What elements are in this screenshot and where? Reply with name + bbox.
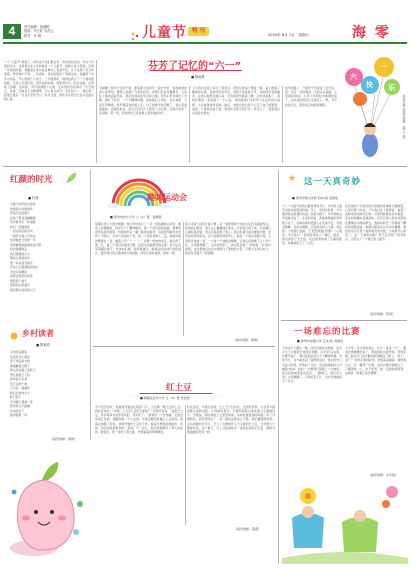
section-rule-2 [93,346,275,347]
bottom-school: ■ 海陵区府中小学 五（4）班 何佳悦 [140,396,190,400]
right1-signature: （指导老师：郑玥） [368,312,396,316]
bottom-col-1: 今天放学回家，我看到外婆坐在厨房门口，正在剥一堆红红的土豆。我好奇地问："外婆，土豆怎么是红色的呀？"外婆笑着说："这是红土豆，是你舅舅从老家带来的，可好吃了。"我拿起一个仔细看，它的皮是淡红色的，圆圆的像一个小皮球。外婆说要给我做红土豆炖肉，我高兴得跳了起来。我帮外婆把土豆洗干净，看着外婆熟练地削皮、切块，然后放进锅里和肉一起炖。不一会儿，厨房里就飘出了诱人的香味。晚饭时，我一连吃了两大碗，外婆看着我笑眯眯的。 [95,405,183,434]
right1-title: 这一天真奇妙 [304,177,362,187]
section-rule-3 [281,320,407,321]
feature-photo [340,55,408,163]
page-number: 4 [3,24,21,39]
right2-col-2: 下半场，双方你来我往，比分一直是一比一。眼看比赛就要结束了，我接到队友的传球，带球突破，面对守门员冷静地把球踢进了球门。"进了！进了！"同学们欢呼起来，把我高高抛起。最终我们以二比一赢得了比赛。这场比赛让我明白了，只要团结一心，永不放弃，就一定能取得胜利。这真是一场难忘的比赛啊！ [345,346,406,375]
col1-poem: 当夏天的风吹过窗台 我想起小时候的你 穿着红色的裙子 在院子里追着蝴蝶跑 笑声像风铃一样清脆 我们一起数星星 一起在雨后踩水坑 一起趴在桌上写作业 你把橡皮分给我一半 我把糖果偷偷塞进你手里 时光慢慢地走 我们慢慢地长大 那些红颜的时光 像一朵朵盛开的花 开在记忆最柔软的地方 无论走到哪里 我都会想起你的笑 想起那个夏天 想起我们的童年 想起那些美好的日子 [10,202,42,292]
brand-logo: 海 零 [352,25,391,41]
pear-illustration [4,440,92,564]
col1-title-group [8,170,88,194]
bottom-signature: （指导老师：高燕） [234,527,262,531]
feature-divider-1 [96,60,97,163]
feature-col-4: 放学的路上，夕阳把天空染成了金红色。我一边走一边回想这一天的点点滴滴，心里满是感动。小学六年的时光就要结束了，这些美好的回忆会像花儿一样，芬芳我的记忆，陪伴我走向新的旅程。 [285,86,337,107]
feature-divider-2 [189,86,190,163]
right1-school: ■ 泰州市泰山学校 四(1)班 吴思瑶 [292,196,338,200]
right-column-divider [278,170,279,564]
left-column-divider [90,170,91,440]
bottom-col-2: 吃完饭后，外婆告诉我，红土豆不仅好吃，还很有营养，它含有丰富的维生素和淀粉。小时候家里穷，外婆和舅舅们常常靠土豆填饱肚子。外婆说，那时候的土豆虽然简单，但却是最香甜的味道。听了外婆的话，我突然明白了，每一顿饭菜都来之不易，我们要懂得珍惜。以后我要好好学习，长大了也要种出又大又甜的红土豆，让外婆天天都能吃到。这个夏天，红土豆的香味会一直留在我的记忆里，就像外婆温暖的笑容一样。 [187,405,275,434]
feature-author [191,74,205,79]
masthead-meta [24,25,54,38]
right1-col-1: "六一"儿童节是我们最喜欢的节日，今年的儿童节对我来说更加特别。早上，妈妈告诉我，今天要带我去参观科技馆。我高兴极了，早早地吃完早饭就出发了。走进科技馆，我就被眼前的景象吸引住了。各种各样的机器人在表演节目，有的会跳舞，有的会唱歌，还有的会和人下棋。我走到一个机器人面前，它竟然向我打招呼："小朋友，节日快乐！"我惊讶得张大了嘴巴。接着，我们来到了太空馆，在这里我体验了失重的感觉，仿佛真的飞上了太空。 [282,204,342,246]
bottom-divider [185,405,186,525]
bottom-title: 红土豆 [166,383,192,393]
feature-title-underline [150,70,242,71]
col1-title: 红颜的时光 [10,175,53,185]
rainbow-header [93,168,273,208]
section-rule-1 [3,166,407,167]
right1-col-2: 我还看到了宇航员的宇航服和各种航天器模型，心里充满了向往。下午我们去了海洋馆，看到了各种各样的海洋生物。可爱的海豚在水中跳跃，顽皮的海狮在表演顶球，还有五颜六色的热带鱼在珊瑚丛中游来游去。我和妈妈还一起观看了精彩的海豚表演，海豚们随着音乐在水中翻腾，溅起的水花打湿了前排观众的衣服，大家都开心地笑了。这一天真奇妙啊！我不仅学到了很多知识，还度过了一个难忘的儿童节。 [345,204,406,242]
feature-col-2: 早晨醒了我今天太阳不错，跟着课上的同学一起去学校，校园被装扮得五彩缤纷。操场上挂满了气球和彩带，老师们忙着布置舞台，大家脸上都洋溢着笑容。我们班准备的节目是合唱，同学们早早换好了衣服，排好了队形，一个个精神抖擞。轮到我们上场时，音乐响起，大家齐声歌唱，歌声飘荡在校园上空。台下的掌声热烈极了，我心里美滋滋的。表演结束后，班主任给每个人都发了小礼物，还请大家吃了冰淇淋。那一刻，我觉得自己是世界上最幸福的孩子。 [99,86,187,115]
feature-col-3: 下午我们在班上举行了联欢会。同学们把桌子摆成一圈，桌上堆满了糖果和水果。有的同学讲笑话，逗得大家哈哈大笑；有的同学表演魔术，让我们看得目瞪口呆；还有的同学跳起了舞，动作优美极了。我和好朋友一起表演了一个小品，讲的是我们平时学习生活中的小故事，大家看得津津有味。最后，老师让我们每个人写下自己的愿望，放进一个漂亮的盒子里，等到毕业那天再打开。我写下了：希望我们永远是好朋友。 [192,86,280,115]
feature-title: 芬芳了记忆的“六一” [148,61,242,72]
meta-layout: 版面：朱长旺 吴浩云 [24,29,54,34]
balloon-char-2: 一 [380,63,387,71]
column-subtitle: 特 刊 [188,27,209,36]
children-flowers-icon [282,478,408,564]
feature-author-name: 陈雨晨 [195,75,205,79]
column-title: 儿童节 [142,25,187,41]
bottom-title-rule [140,393,212,394]
col1-leaf-icon [64,170,78,184]
feature-divider-3 [282,86,283,163]
col1-signature: （指导老师：郑妍） [50,437,78,441]
col1-author-name: 杜林 [32,196,39,200]
right2-col-1: "叮铃铃"下课铃一响，同学们就冲出教室，因为今天下午要进行班级足球赛，对手是五(2)班。比赛开始了，我们班的队员们个个精神抖擞。开场不久，对方就发起了猛烈的进攻，我们的守门员奋力扑救，把球挡了出去。场边的啦啦队大声喊着"加油！加油！"比赛进行到第二十分钟时，我们班的前锋抓住机会，一脚射门，球应声入网！全场沸腾了。可是好景不长，对方很快就扳平了比分。 [282,346,342,384]
banner-dots-icon [130,26,140,36]
rainbow-school: ■ 泰州市东方小学 六（1）班 高源哲 [110,215,162,219]
rainbow-signature: （指导老师：郑妍） [233,338,261,342]
poem2-sun-icon [8,327,20,339]
balloon-char-1: 六 [350,73,357,81]
masthead-rule [3,42,407,44]
poem2-author-name: 陈家明 [40,343,50,347]
right2-signature: （指导老师：乔永菊） [368,473,399,477]
poem2-title: 乡村读者 [22,329,54,338]
rainbow-col-1: 星期五的下午阳光明媚，我们学校举行了一年一度的趣味运动会。操场上彩旗飘扬，同学们个个精神焕发。第一个项目是袋鼠跳，参赛的同学钻进布袋里，听到哨声后一蹦一跳地往前冲，有的同学跳得太急摔了个跟头，引得大家哈哈大笑。第二个项目是两人三足，我和同桌把腿绑在一起，喊着口号"一二一二"，步调一致地向前走，最后得了第二名。第三个项目是拔河比赛，这是全场最激烈的比赛。双方队员紧紧握住绳子，身体向后倾，脸涨得通红。啦啦队的加油声此起彼伏，最终我们班以微弱的优势获胜。同学们欢呼雀跃，抱成一团。 [95,222,181,256]
feature-photo-caption: 周佳艺嘉 海陵区周雅 （副 主 编） [402,95,406,141]
right2-school: ■ 泰州市东城小学 五(1)班 刘雨辰 [297,339,343,343]
kids-illustration [282,478,408,564]
col1-author [28,195,38,200]
feature-author-mark: ■ [191,75,196,79]
meta-editor: 责任编辑：蒋湘明 [24,25,50,29]
feature-col-1: 一个“儿童节”快到了。每年这天我们都会有一些特别的活动。作为六年级的学生，这是我们在小学的最后一个儿童节，我既兴奋又伤感。记得一年级的时候，我戴着红领巾站在舞台上表演节目，台下坐满了家长和老师，掌声响个不停。二年级时，我们班组织了游园活动，我赢得了好多小奖品，开心得像个小孩子。三年级那年，妈妈给我买了一个漂亮的蛋糕，全家人为我庆祝。四年级的时候，我和同学们一起去郊游，在草地上奔跑、放风筝，笑声洒满整个山坡。五年级时学校举办了才艺展示，我第一次独自上台弹钢琴，手心里全是汗。今年的六一，我们将一起度过最后一次在小学的节日。时光飞逝，那些芬芳的记忆会永远留在我心里。 [4,60,94,102]
right1-star-icon: ★ [288,174,297,184]
rainbow-title: 趣味运动会 [147,193,187,202]
meta-proof: 校对：乔 娟 [24,33,41,38]
rainbow-divider [183,222,184,336]
rainbow-col-2: 接下来是"运西瓜"接力赛，每一组要用两个球拍夹住西瓜跑到终点。轮到我们组时，我们小心翼翼地往前走，生怕西瓜掉下来。可是越小心越容易出错，西瓜还是滚到了地上。我们赶紧捡起来继续比赛，虽然没有得到名次，但大家都玩得很开心。最后一个项目是跳大绳，全班同学排成一列，一个接一个地跳进绳圈。当我们连续跳了五十多个时，全场都沸腾了。运动会结束了，我们班获得了"团体第一名"的好成绩。这次趣味运动会让我明白了团结的力量，只要大家齐心协力，就没有克服不了的困难。 [185,222,271,256]
balloon-char-4: 乐 [388,84,395,92]
poem2-author-mark: ■ [36,343,41,347]
issue-date: 2024年 6月 1日 星期六 [268,33,310,37]
right1-header [282,172,406,192]
right2-title: 一场难忘的比赛 [294,327,361,337]
balloon-char-3: 快 [366,81,373,89]
col1-author-mark: ■ [28,196,33,200]
poem2-text: 爷爷的菜园里 住着许多小朋友 茄子穿着紫衣裳 辣椒戴着红帽子 黄瓜挂在藤上荡秋千 西红柿羞红了脸 我拿着小水壶 给它们洗个澡 它们说：谢谢你 我们会快快长大 秋天到了 爷爷摘下满满一筐 我笑得合不拢嘴 乡村的日子 甜得像蜜一样 [10,350,36,417]
poem2-author [36,342,50,347]
column-banner [142,22,214,40]
pear-character-icon [4,440,92,564]
